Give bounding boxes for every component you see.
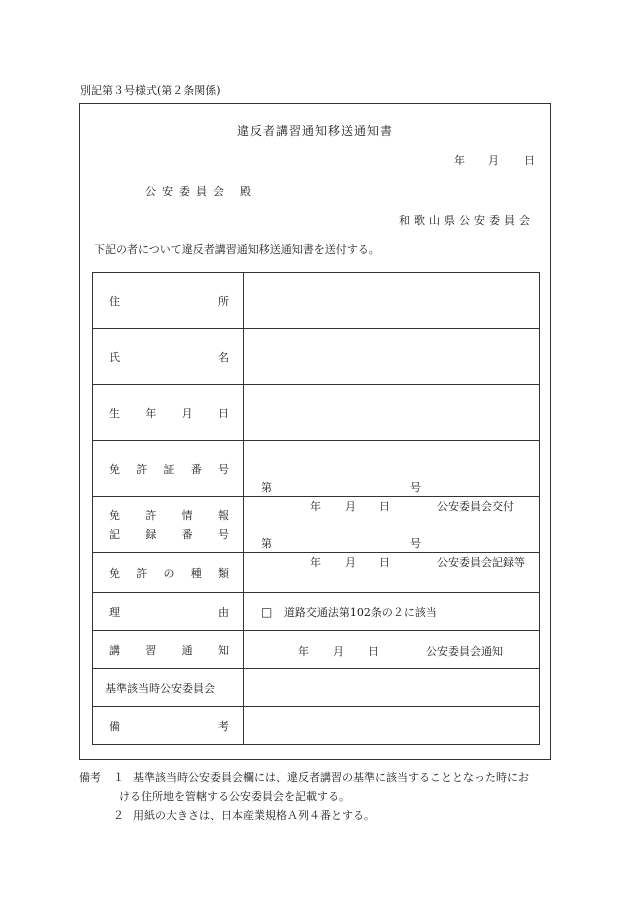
license-info-recorded-by: 公安委員会記録等 xyxy=(437,555,525,569)
reason-field xyxy=(244,593,540,631)
sender: 和歌山県公安委員会 xyxy=(399,214,534,227)
license-issue-month: 月 xyxy=(345,499,356,513)
reason-checkbox[interactable]: □ xyxy=(261,604,273,619)
notice-table xyxy=(92,272,540,745)
form-label: 別記第３号様式(第２条関係) xyxy=(80,84,221,97)
date-month: 月 xyxy=(488,154,499,167)
course-notice-day: 日 xyxy=(368,644,379,658)
note-1-line-2: ける住所地を管轄する公安委員会を記載する。 xyxy=(119,790,350,803)
course-notice-month: 月 xyxy=(333,644,344,658)
date-day: 日 xyxy=(524,154,535,167)
license-number-go: 号 xyxy=(410,480,421,494)
table-row xyxy=(93,669,540,707)
table-row xyxy=(93,273,540,329)
note-2-number: ２ xyxy=(113,809,124,822)
license-info-year: 年 xyxy=(310,555,321,569)
license-number-field[interactable] xyxy=(244,441,540,513)
license-info-go: 号 xyxy=(410,536,421,550)
document-title: 違反者講習通知移送通知書 xyxy=(236,124,393,138)
license-info-day: 日 xyxy=(379,555,390,569)
addressee-suffix: 殿 xyxy=(240,185,251,198)
label-reason: 理 由 xyxy=(93,593,244,631)
intro-text: 下記の者について違反者講習通知移送通知書を送付する。 xyxy=(94,243,380,256)
note-1-line-1: 基準該当時公安委員会欄には、違反者講習の基準に該当することとなった時にお xyxy=(133,771,529,784)
license-issue-year: 年 xyxy=(310,499,321,513)
table-row xyxy=(93,593,540,631)
label-course-notice: 講 習 通 知 xyxy=(93,631,244,669)
birthdate-field[interactable] xyxy=(244,385,540,441)
table-row xyxy=(93,631,540,669)
license-number-dai: 第 xyxy=(261,480,272,494)
license-issue-day: 日 xyxy=(379,499,390,513)
note-1-number: １ xyxy=(113,771,124,784)
course-notice-field[interactable] xyxy=(244,631,540,669)
reason-text: 道路交通法第102条の２に該当 xyxy=(283,605,437,619)
addressee-name: 公安委員会 xyxy=(145,185,230,198)
address-field[interactable] xyxy=(244,273,540,329)
table-row xyxy=(93,385,540,441)
course-notice-by: 公安委員会通知 xyxy=(426,644,503,658)
label-commission: 基準該当時公安委員会 xyxy=(93,669,244,707)
table-row xyxy=(93,441,540,497)
label-address: 住 所 xyxy=(93,273,244,329)
date-year: 年 xyxy=(454,154,465,167)
license-info-month: 月 xyxy=(345,555,356,569)
note-2-text: 用紙の大きさは、日本産業規格Ａ列４番とする。 xyxy=(133,809,375,822)
table-row xyxy=(93,707,540,745)
license-info-dai: 第 xyxy=(261,536,272,550)
course-notice-year: 年 xyxy=(298,644,309,658)
label-birthdate: 生 年 月 日 xyxy=(93,385,244,441)
remarks-field[interactable] xyxy=(244,707,540,745)
label-license-type: 免 許 の 種 類 xyxy=(93,553,244,593)
label-license-info: 免 許 情 報 記 録 番 号 xyxy=(93,497,244,553)
table-row xyxy=(93,329,540,385)
label-remarks: 備 考 xyxy=(93,707,244,745)
label-name: 氏 名 xyxy=(93,329,244,385)
license-issued-by: 公安委員会交付 xyxy=(437,499,514,513)
commission-field[interactable] xyxy=(244,669,540,707)
notes-header: 備考 xyxy=(79,771,101,784)
label-license-number: 免 許 証 番 号 xyxy=(93,441,244,497)
name-field[interactable] xyxy=(244,329,540,385)
